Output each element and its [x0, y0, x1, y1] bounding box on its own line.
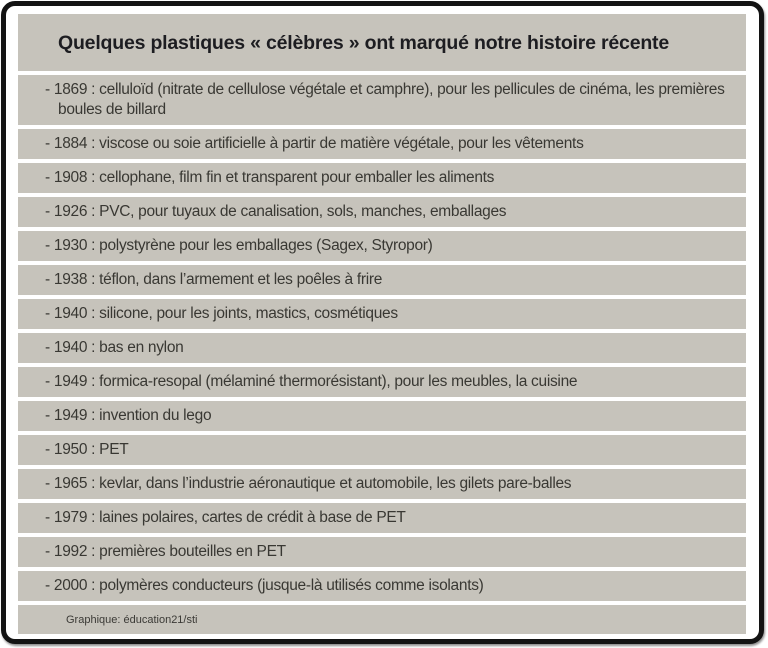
- row-1940-silicone: - 1940 : silicone, pour les joints, mastics, cosmétiques: [18, 299, 746, 329]
- row-1940-nylon: - 1940 : bas en nylon: [18, 333, 746, 363]
- row-1949-lego: - 1949 : invention du lego: [18, 401, 746, 431]
- row-1908-cellophane: - 1908 : cellophane, film fin et transparent pour emballer les aliments: [18, 163, 746, 193]
- plastics-history-panel: [1, 1, 764, 644]
- row-1926-pvc: - 1926 : PVC, pour tuyaux de canalisation, sols, manches, emballages: [18, 197, 746, 227]
- row-1884-viscose: - 1884 : viscose ou soie artificielle à partir de matière végétale, pour les vêtements: [18, 129, 746, 159]
- row-1965-kevlar: - 1965 : kevlar, dans l’industrie aéronautique et automobile, les gilets pare-balles: [18, 469, 746, 499]
- row-1938-teflon: - 1938 : téflon, dans l’armement et les poêles à frire: [18, 265, 746, 295]
- row-1950-pet: - 1950 : PET: [18, 435, 746, 465]
- credit-line: Graphique: éducation21/sti: [18, 605, 746, 634]
- row-2000-polymeres: - 2000 : polymères conducteurs (jusque-là utilisés comme isolants): [18, 571, 746, 601]
- row-1869-celluloid: - 1869 : celluloïd (nitrate de cellulose végétale et camphre), pour les pellicules de cinéma, les premières boules de billard: [18, 75, 746, 125]
- row-1949-formica: - 1949 : formica-resopal (mélaminé thermorésistant), pour les meubles, la cuisine: [18, 367, 746, 397]
- row-1979-polaires: - 1979 : laines polaires, cartes de crédit à base de PET: [18, 503, 746, 533]
- panel-title: Quelques plastiques « célèbres » ont marqué notre histoire récente: [18, 14, 746, 71]
- row-1992-bouteilles: - 1992 : premières bouteilles en PET: [18, 537, 746, 567]
- row-1930-polystyrene: - 1930 : polystyrène pour les emballages (Sagex, Styropor): [18, 231, 746, 261]
